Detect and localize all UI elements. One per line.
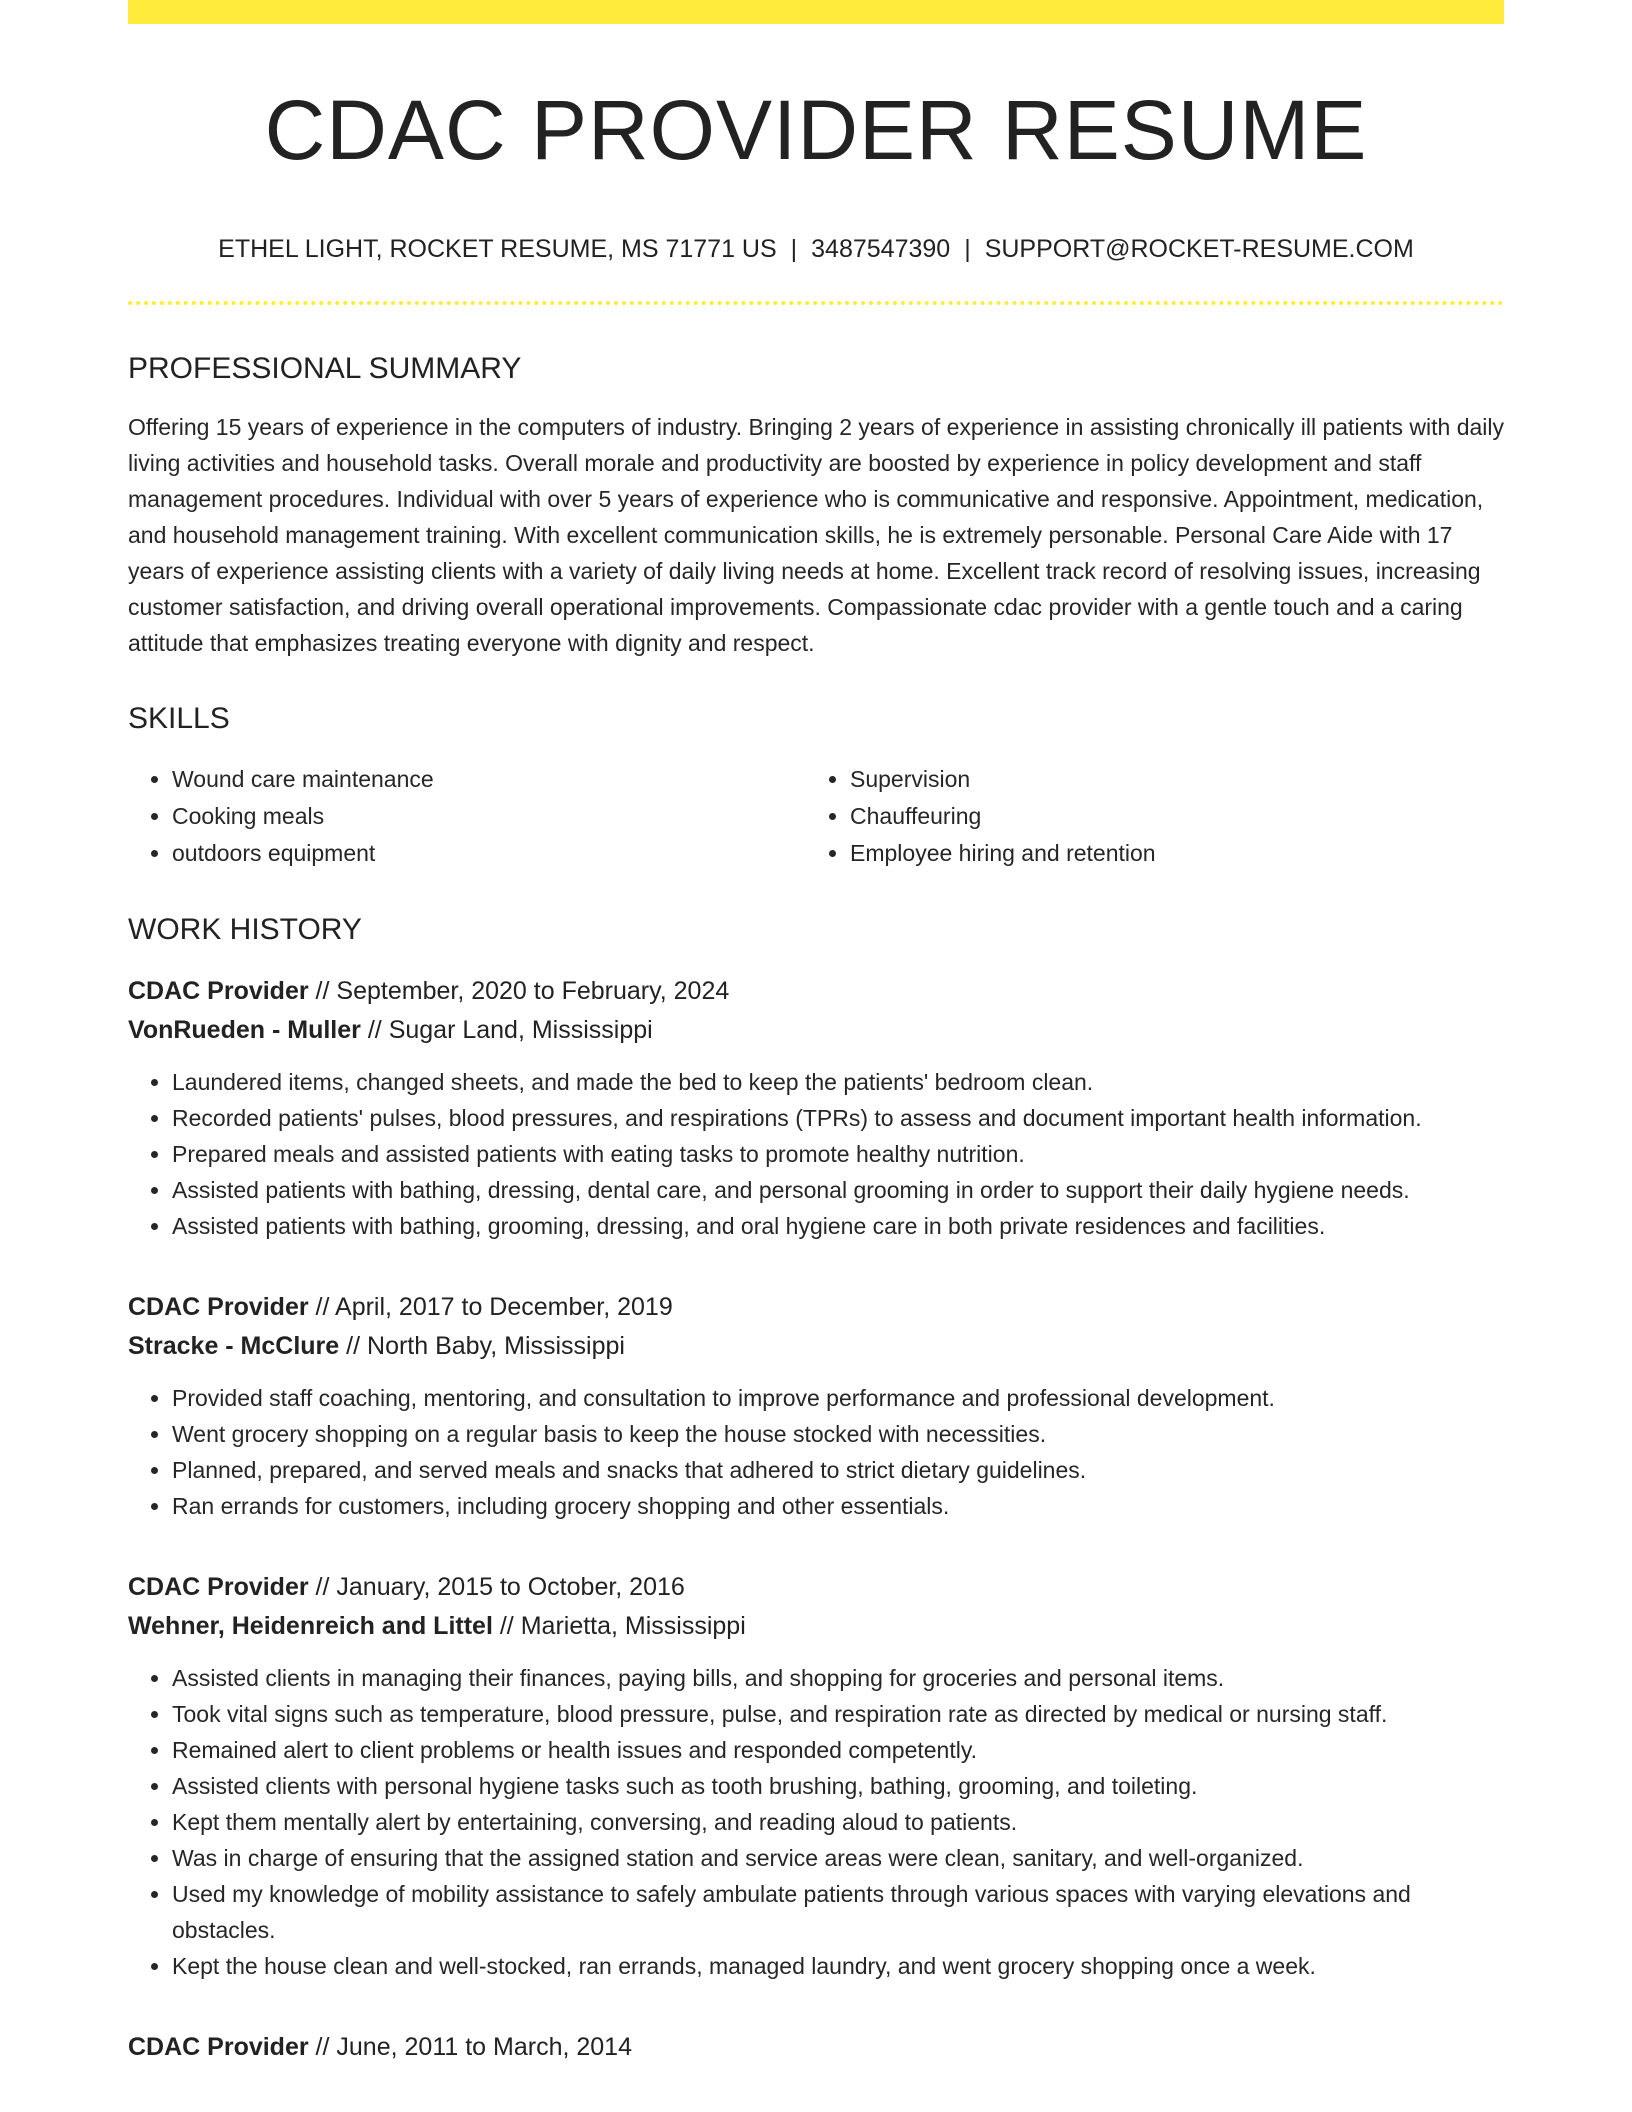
skills-column-left [128,761,806,872]
header-divider [128,301,1504,305]
job-duty: • Assisted patients with bathing, grooming, dressing, and oral hygiene care in both private residences and facilities. [172,1208,1504,1244]
contact-email: SUPPORT@ROCKET-RESUME.COM [984,234,1414,263]
resume-page [128,0,1504,2067]
skills-list [128,761,1504,872]
job-divider: // [315,2033,330,2062]
job-duty: • Planned, prepared, and served meals and snacks that adhered to strict dietary guidelines. [172,1452,1504,1488]
job-title: CDAC Provider [128,2033,309,2062]
job-entry [128,1568,1504,1984]
job-duty: • Assisted patients with bathing, dressing, dental care, and personal grooming in order to support their daily hygiene needs. [172,1172,1504,1208]
job-duty: • Prepared meals and assisted patients with eating tasks to promote healthy nutrition. [172,1136,1504,1172]
job-divider: // [315,1573,330,1602]
skill-item: • Chauffeuring [850,798,1484,835]
job-company: Wehner, Heidenreich and Littel [128,1612,493,1641]
job-divider: // [367,1016,382,1045]
work-history-heading: WORK HISTORY [128,913,362,947]
job-divider: // [499,1612,514,1641]
job-title-line [128,1568,1504,1607]
job-duty: • Went grocery shopping on a regular basis to keep the house stocked with necessities. [172,1416,1504,1452]
job-dates: June, 2011 to March, 2014 [336,2033,632,2062]
job-title-line [128,1288,1504,1327]
job-duty: • Was in charge of ensuring that the assigned station and service areas were clean, sanitary, and well-organized. [172,1840,1504,1876]
job-duty: • Recorded patients' pulses, blood pressures, and respirations (TPRs) to assess and document important health information. [172,1100,1504,1136]
job-duty: • Assisted clients in managing their finances, paying bills, and shopping for groceries and personal items. [172,1660,1504,1696]
accent-bar [128,0,1504,24]
skill-item: • Wound care maintenance [172,761,806,798]
contact-separator: | [790,234,798,263]
job-entry [128,2028,1504,2067]
job-dates: September, 2020 to February, 2024 [336,977,730,1006]
skills-column-right [806,761,1484,872]
job-dates: January, 2015 to October, 2016 [336,1573,685,1602]
job-company-line [128,1327,1504,1366]
job-duty: • Kept the house clean and well-stocked, ran errands, managed laundry, and went grocery shopping once a week. [172,1948,1504,1984]
page-title: CDAC PROVIDER RESUME [264,83,1368,177]
job-company: Stracke - McClure [128,1332,340,1361]
skill-item: • Cooking meals [172,798,806,835]
contact-address: ETHEL LIGHT, ROCKET RESUME, MS 71771 US [218,234,777,263]
contact-phone: 3487547390 [811,234,951,263]
contact-line [128,233,1504,266]
job-duty: • Took vital signs such as temperature, blood pressure, pulse, and respiration rate as directed by medical or nursing staff. [172,1696,1504,1732]
job-duty: • Laundered items, changed sheets, and made the bed to keep the patients' bedroom clean. [172,1064,1504,1100]
job-location: Marietta, Mississippi [520,1612,746,1641]
job-duty: • Kept them mentally alert by entertaining, conversing, and reading aloud to patients. [172,1804,1504,1840]
job-duty: • Assisted clients with personal hygiene tasks such as tooth brushing, bathing, grooming, and toileting. [172,1768,1504,1804]
job-title: CDAC Provider [128,1293,309,1322]
job-divider: // [315,977,330,1006]
summary-heading: PROFESSIONAL SUMMARY [128,352,522,386]
job-duties [128,1380,1504,1524]
summary-text: Offering 15 years of experience in the computers of industry. Bringing 2 years of experience in assisting chronically ill patients with daily living activities and household tasks. Overall morale and productivity are boosted by experience in policy development and staff management procedures. Individual with over 5 years of experience who is communicative and responsive. Appointment, medication, and household management training. With excellent communication skills, he is extremely personable. Personal Care Aide with 17 years of experience assisting clients with a variety of daily living needs at home. Excellent track record of resolving issues, increasing customer satisfaction, and driving overall operational improvements. Compassionate cdac provider with a gentle touch and a caring attitude that emphasizes treating everyone with dignity and respect. [128,414,1505,657]
skills-heading: SKILLS [128,702,230,736]
job-divider: // [346,1332,361,1361]
job-title: CDAC Provider [128,1573,309,1602]
job-company-line [128,1607,1504,1646]
job-title: CDAC Provider [128,977,309,1006]
job-duty: • Remained alert to client problems or health issues and responded competently. [172,1732,1504,1768]
job-duties [128,1064,1504,1244]
job-duties [128,1660,1504,1984]
job-duty: • Provided staff coaching, mentoring, and consultation to improve performance and professional development. [172,1380,1504,1416]
job-entry [128,1288,1504,1524]
job-location: Sugar Land, Mississippi [388,1016,653,1045]
skill-item: • outdoors equipment [172,835,806,872]
skill-item: • Employee hiring and retention [850,835,1484,872]
job-title-line [128,972,1504,1011]
skill-item: • Supervision [850,761,1484,798]
job-title-line [128,2028,1504,2067]
job-company-line [128,1011,1504,1050]
job-duty: • Ran errands for customers, including grocery shopping and other essentials. [172,1488,1504,1524]
job-entry [128,972,1504,1244]
job-divider: // [315,1293,330,1322]
job-company: VonRueden - Muller [128,1016,361,1045]
job-duty: • Used my knowledge of mobility assistance to safely ambulate patients through various spaces with varying elevations and obstacles. [172,1876,1504,1948]
job-dates: April, 2017 to December, 2019 [335,1293,673,1322]
job-location: North Baby, Mississippi [367,1332,625,1361]
contact-separator: | [964,234,971,263]
